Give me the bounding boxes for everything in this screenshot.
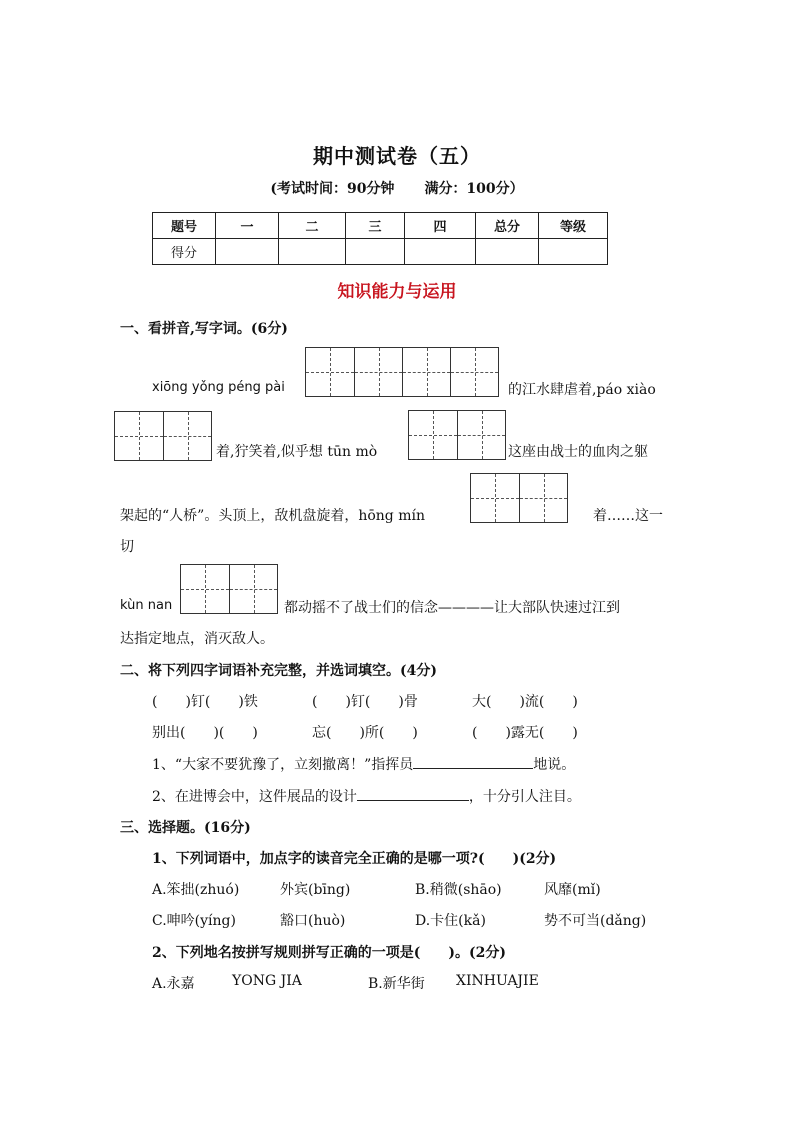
table-cell: 等级 (539, 213, 608, 239)
q1-text-7: 都动摇不了战士们的信念————让大部队快速过江到 (284, 600, 620, 616)
full-score: 满分：100分） (424, 181, 524, 197)
option-a[interactable]: A.永嘉 (152, 976, 195, 992)
table-cell: 总分 (476, 213, 539, 239)
score-entry-cell[interactable] (216, 239, 279, 265)
option-b[interactable]: B.稍微(shāo) (415, 882, 502, 898)
q1-text-4: 架起的“人桥”。头顶上，敌机盘旋着，hōng mín (120, 508, 425, 524)
q3-heading: 三、选择题。(16分) (120, 820, 251, 836)
section-title: 知识能力与运用 (337, 282, 457, 302)
idiom-item: 别出( )( ) (152, 725, 258, 741)
answer-blank[interactable] (357, 786, 469, 801)
option-c-word-2: 豁口(huò) (280, 913, 346, 929)
q1-pinyin-1: xiōng yǒng péng pài (152, 380, 285, 395)
char-box[interactable] (163, 412, 211, 460)
idiom-item: ( )钉( )铁 (152, 694, 258, 710)
idiom-item: 忘( )所( ) (312, 725, 418, 741)
q3-sub1: 1、下列词语中，加点字的读音完全正确的是哪一项?( )(2分) (152, 851, 557, 867)
char-box[interactable] (306, 348, 354, 396)
table-cell: 一 (216, 213, 279, 239)
option-c[interactable]: C.呻吟(yíng) (152, 913, 236, 929)
char-box[interactable] (354, 348, 402, 396)
q2-sentence-1: 1、“大家不要犹豫了，立刻撤离！”指挥员 地说。 (152, 754, 575, 774)
q1-text-8: 达指定地点，消灭敌人。 (120, 631, 274, 647)
table-cell: 二 (279, 213, 346, 239)
option-d-word-2: 势不可当(dǎng) (544, 913, 647, 929)
answer-boxes-5[interactable] (180, 564, 278, 614)
table-cell: 题号 (153, 213, 216, 239)
char-box[interactable] (181, 565, 229, 613)
char-box[interactable] (402, 348, 450, 396)
score-table-header-row (153, 213, 608, 239)
option-b[interactable]: B.新华街 (368, 976, 425, 992)
score-table-score-row (153, 239, 608, 265)
exam-info (0, 178, 794, 198)
answer-boxes-1[interactable] (305, 347, 499, 397)
q1-text-2: 着,狞笑着,似乎想 tūn mò (216, 444, 378, 460)
score-entry-cell[interactable] (405, 239, 476, 265)
q3-sub2: 2、下列地名按拼写规则拼写正确的一项是( )。(2分) (152, 945, 506, 961)
answer-blank[interactable] (413, 754, 533, 769)
q1-text-6: 切 (120, 539, 134, 555)
char-box[interactable] (229, 565, 277, 613)
q2-sentence-2: 2、在进博会中，这件展品的设计 ，十分引人注目。 (152, 786, 581, 806)
table-cell: 得分 (153, 239, 216, 265)
score-entry-cell[interactable] (539, 239, 608, 265)
answer-boxes-4[interactable] (470, 473, 568, 523)
option-a-pinyin: YONG JIA (232, 973, 302, 989)
char-box[interactable] (471, 474, 519, 522)
char-box[interactable] (457, 411, 505, 459)
q1-heading: 一、看拼音,写字词。(6分) (120, 321, 288, 337)
exam-time: (考试时间：90分钟 (270, 181, 395, 197)
char-box[interactable] (115, 412, 163, 460)
q1-text-1: 的江水肆虐着,páo xiào (508, 382, 656, 398)
idiom-item: ( )钉( )骨 (312, 694, 418, 710)
page-title: 期中测试卷（五） (313, 144, 481, 168)
table-cell: 四 (405, 213, 476, 239)
q2-heading: 二、将下列四字词语补充完整，并选词填空。(4分) (120, 663, 437, 679)
option-b-pinyin: XINHUAJIE (456, 973, 539, 989)
q1-text-3: 这座由战士的血肉之躯 (508, 444, 648, 460)
score-entry-cell[interactable] (476, 239, 539, 265)
score-entry-cell[interactable] (279, 239, 346, 265)
option-a[interactable]: A.笨拙(zhuó) (152, 882, 240, 898)
option-d[interactable]: D.卡住(kǎ) (415, 913, 486, 929)
q1-text-5: 着……这一 (593, 508, 663, 524)
option-b-word-2: 风靡(mǐ) (544, 882, 601, 898)
score-entry-cell[interactable] (346, 239, 405, 265)
answer-boxes-3[interactable] (408, 410, 506, 460)
idiom-item: 大( )流( ) (472, 694, 578, 710)
answer-boxes-2[interactable] (114, 411, 212, 461)
option-a-word-2: 外宾(bīng) (280, 882, 351, 898)
table-cell: 三 (346, 213, 405, 239)
score-table (152, 212, 608, 265)
char-box[interactable] (450, 348, 498, 396)
idiom-item: ( )露无( ) (472, 725, 578, 741)
char-box[interactable] (409, 411, 457, 459)
q1-pinyin-2: kùn nan (120, 598, 173, 613)
char-box[interactable] (519, 474, 567, 522)
